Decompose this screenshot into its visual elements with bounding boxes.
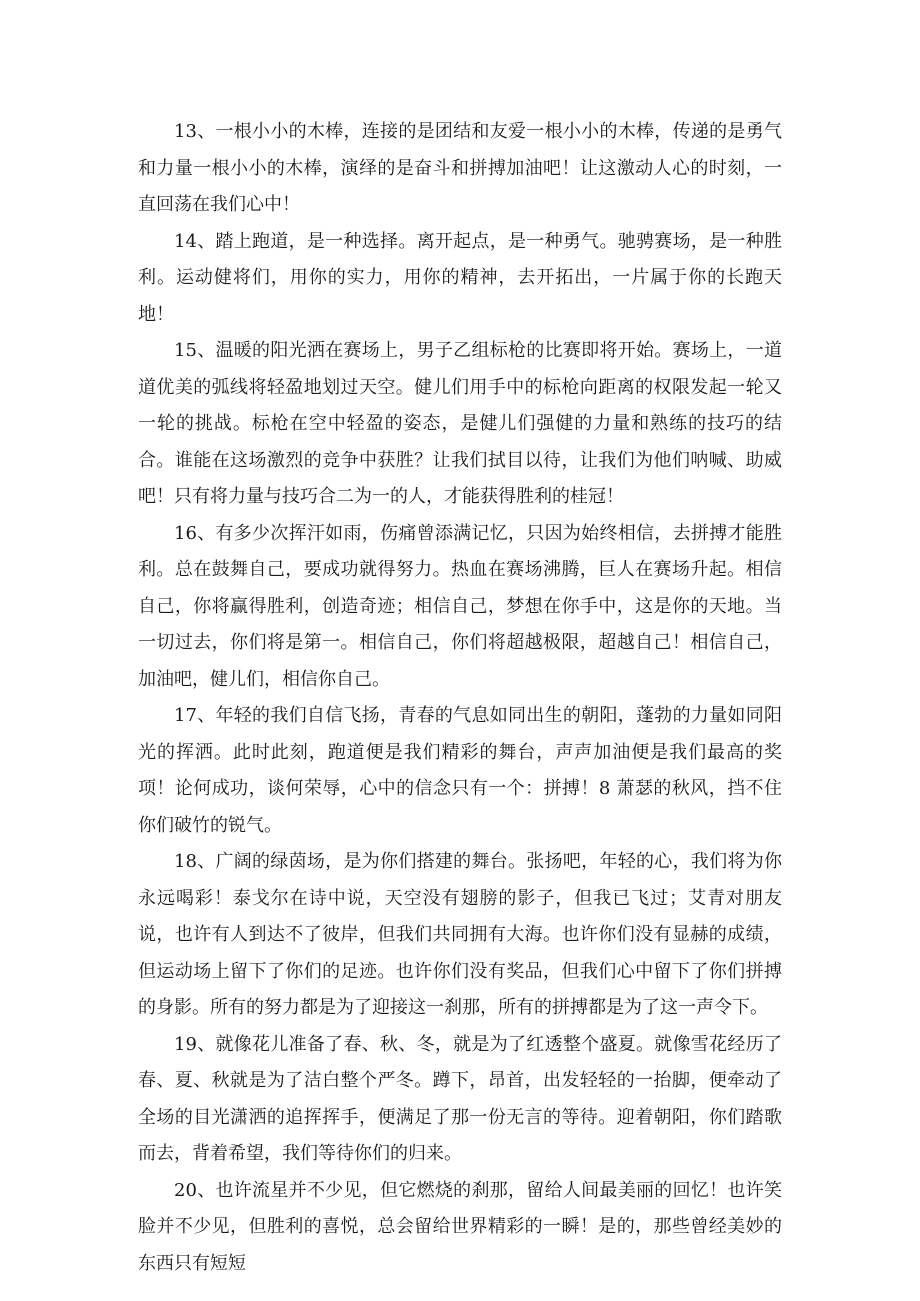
- document-body: [138, 114, 782, 1282]
- paragraph-18: 18、广阔的绿茵场，是为你们搭建的舞台。张扬吧，年轻的心，我们将为你永远喝彩！泰戈尔在诗中说，天空没有翅膀的影子，但我已飞过；艾青对朋友说，也许有人到达不了彼岸，但我们共同拥有大海。也许你们没有显赫的成绩，但运动场上留下了你们的足迹。也许你们没有奖品，但我们心中留下了你们拼搏的身影。所有的努力都是为了迎接这一刹那，所有的拼搏都是为了这一声令下。: [138, 851, 782, 1018]
- paragraph-20: 20、也许流星并不少见，但它燃烧的刹那，留给人间最美丽的回忆！也许笑脸并不少见，但胜利的喜悦，总会留给世界精彩的一瞬！是的，那些曾经美妙的东西只有短短: [138, 1179, 782, 1274]
- paragraph-14: 14、踏上跑道，是一种选择。离开起点，是一种勇气。驰骋赛场，是一种胜利。运动健将们，用你的实力，用你的精神，去开拓出，一片属于你的长跑天地！: [138, 230, 782, 325]
- paragraph-17: 17、年轻的我们自信飞扬，青春的气息如同出生的朝阳，蓬勃的力量如同阳光的挥洒。此时此刻，跑道便是我们精彩的舞台，声声加油便是我们最高的奖项！论何成功，谈何荣辱，心中的信念只有一个：拼搏！8 萧瑟的秋风，挡不住你们破竹的锐气。: [138, 705, 782, 836]
- paragraph-16: 16、有多少次挥汗如雨，伤痛曾添满记忆，只因为始终相信，去拼搏才能胜利。总在鼓舞自己，要成功就得努力。热血在赛场沸腾，巨人在赛场升起。相信自己，你将赢得胜利，创造奇迹；相信自己，梦想在你手中，这是你的天地。当一切过去，你们将是第一。相信自己，你们将超越极限，超越自己！相信自己，加油吧，健儿们，相信你自己。: [138, 522, 782, 690]
- paragraph-13: 13、一根小小的木棒，连接的是团结和友爱一根小小的木棒，传递的是勇气和力量一根小小的木棒，演绎的是奋斗和拼搏加油吧！让这激动人心的时刻，一直回荡在我们心中！: [138, 121, 782, 215]
- paragraph-19: 19、就像花儿准备了春、秋、冬，就是为了红透整个盛夏。就像雪花经历了春、夏、秋就是为了洁白整个严冬。蹲下，昂首，出发轻轻的一抬脚，便牵动了全场的目光潇洒的追挥挥手，便满足了那一份无言的等待。迎着朝阳，你们踏歌而去，背着希望，我们等待你们的归来。: [138, 1033, 782, 1164]
- paragraph-15: 15、温暖的阳光洒在赛场上，男子乙组标枪的比赛即将开始。赛场上，一道道优美的弧线将轻盈地划过天空。健儿们用手中的标枪向距离的权限发起一轮又一轮的挑战。标枪在空中轻盈的姿态，是健儿们强健的力量和熟练的技巧的结合。谁能在这场激烈的竞争中获胜？让我们拭目以待，让我们为他们呐喊、助威吧！只有将力量与技巧合二为一的人，才能获得胜利的桂冠！: [138, 340, 782, 507]
